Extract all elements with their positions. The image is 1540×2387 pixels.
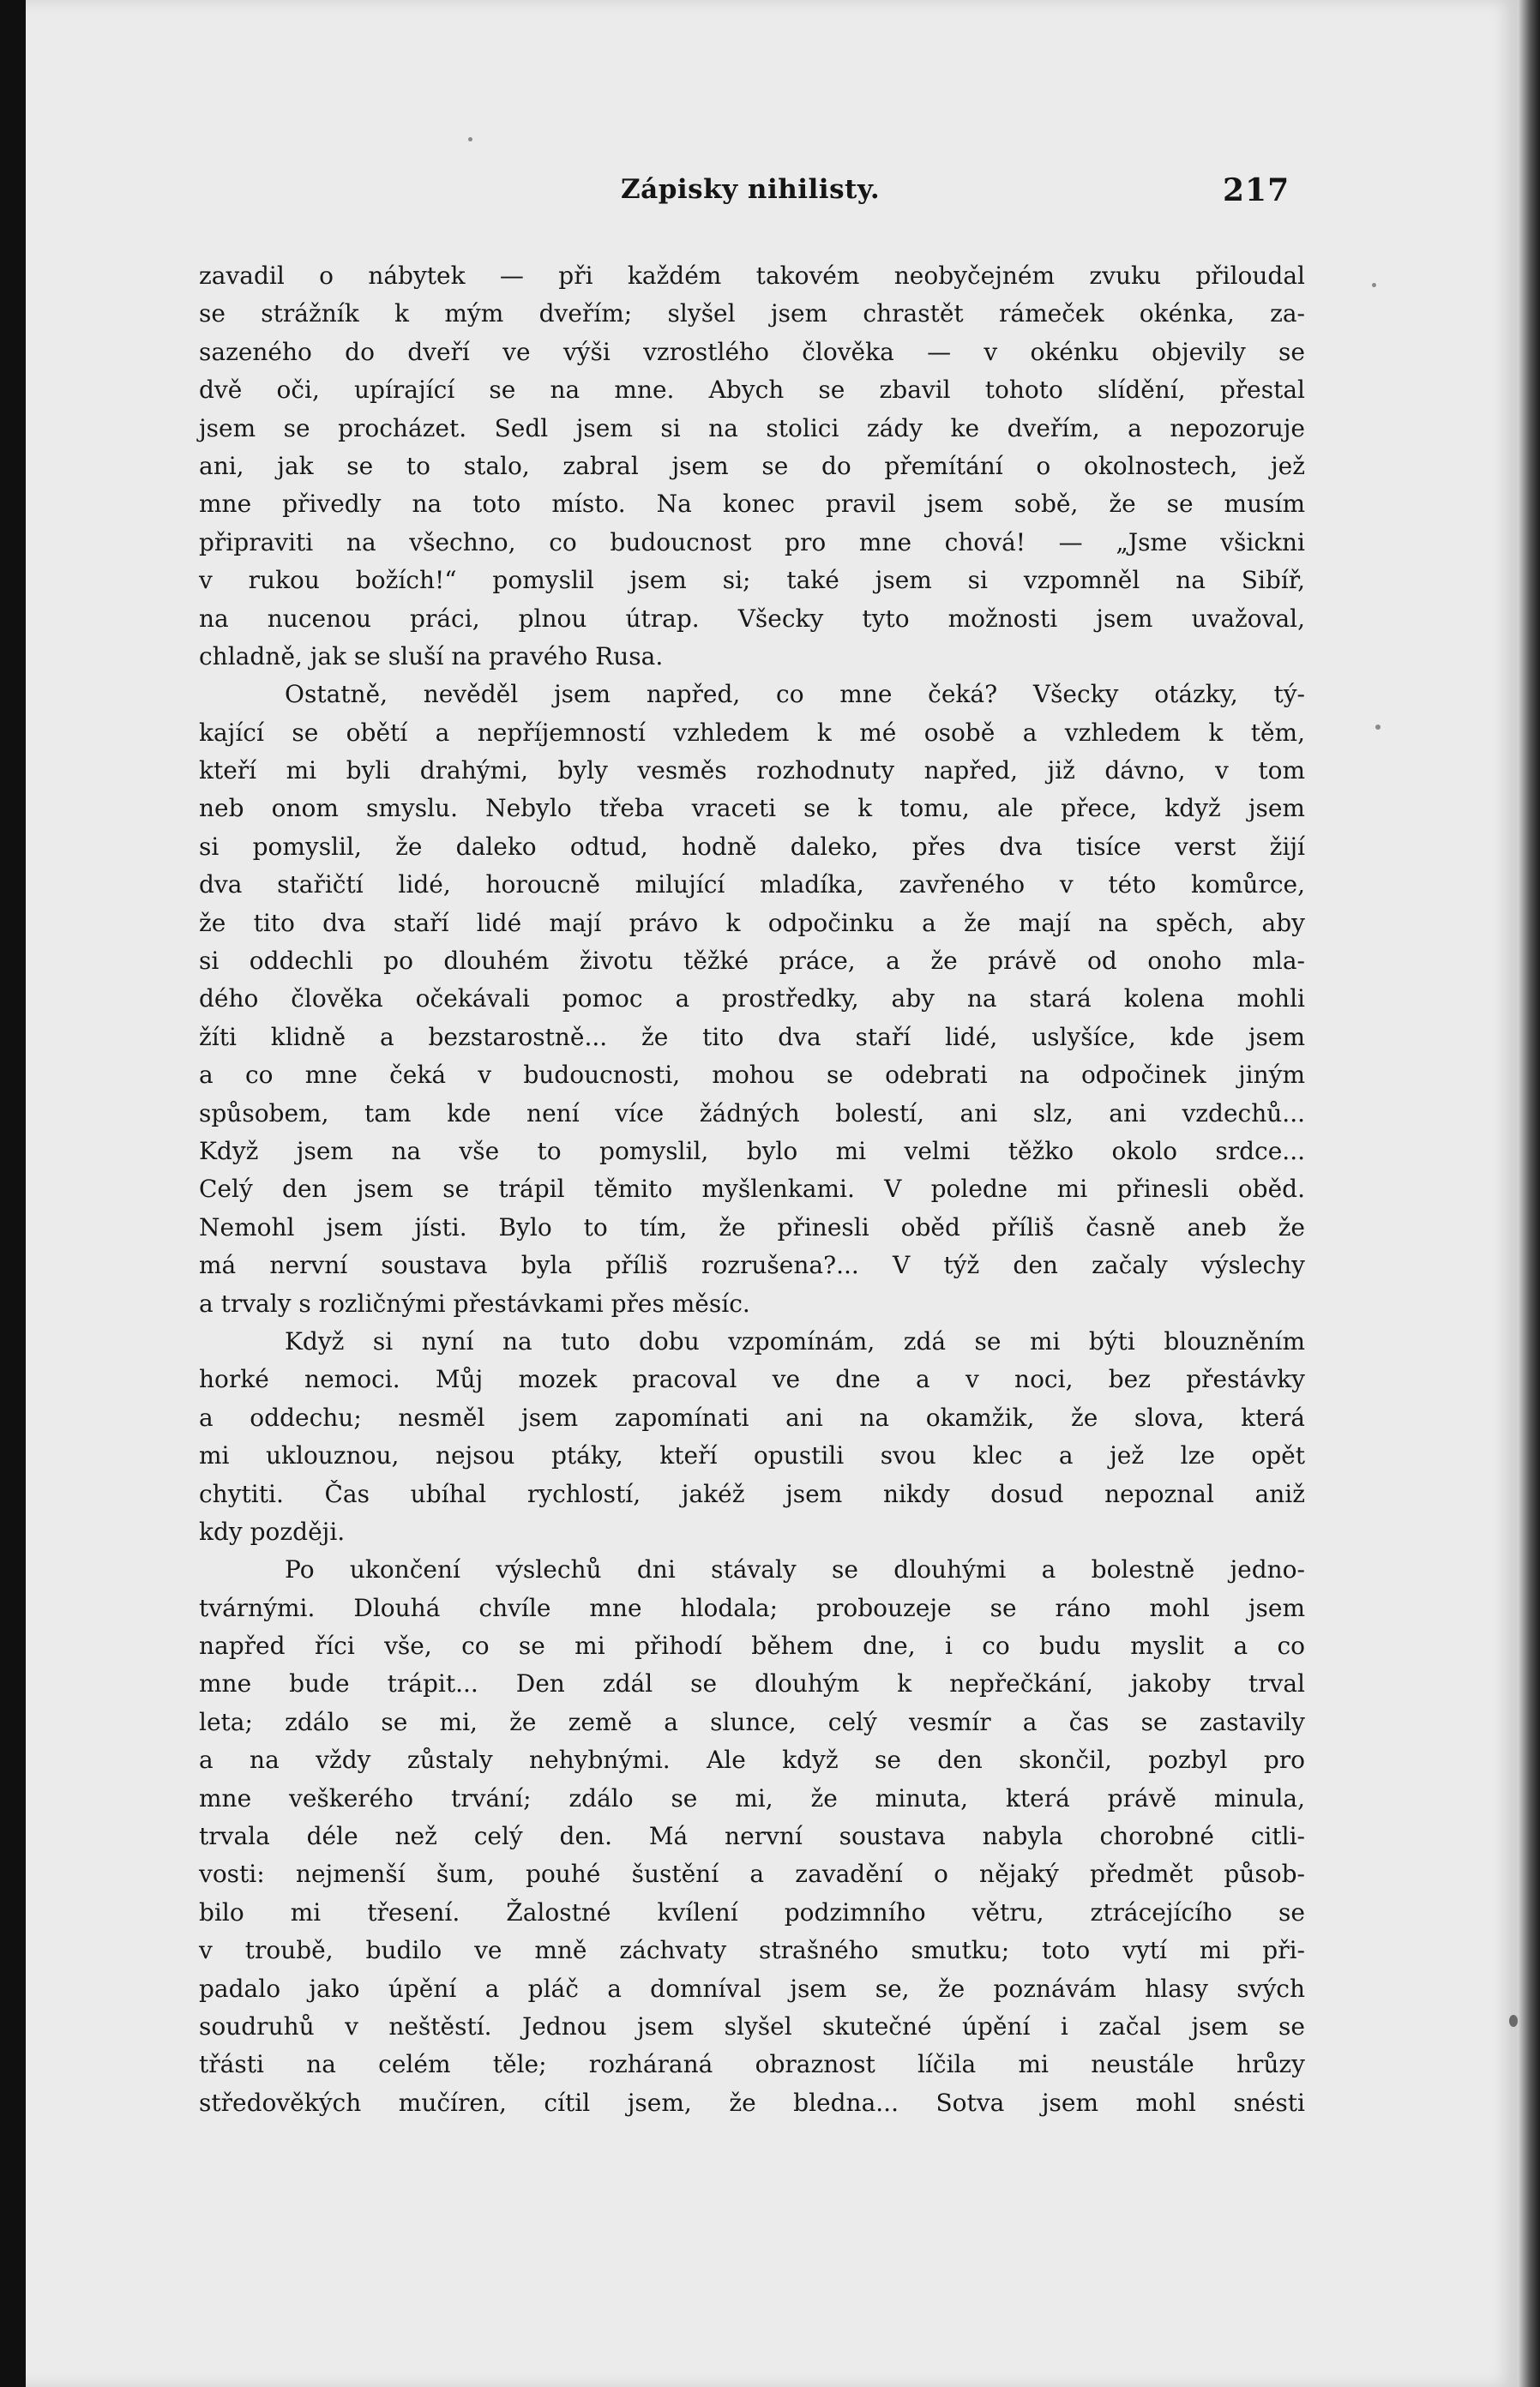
text-line: připraviti na všechno, co budoucnost pro mne chová! — „Jsme všickni (199, 527, 1305, 556)
text-line: v troubě, budilo ve mně záchvaty strašného smutku; toto vytí mi při- (199, 1936, 1305, 1965)
text-line: a co mne čeká v budoucnosti, mohou se odebrati na odpočinek jiným (199, 1061, 1305, 1090)
text-line: v rukou božích!“ pomyslil jsem si; také jsem si vzpomněl na Sibíř, (199, 566, 1305, 595)
text-line: a oddechu; nesměl jsem zapomínati ani na okamžik, že slova, která (199, 1403, 1305, 1432)
text-line: mne veškerého trvání; zdálo se mi, že minuta, která právě minula, (199, 1783, 1305, 1813)
text-line: padalo jako úpění a pláč a domníval jsem se, že poznávám hlasy svých (199, 1974, 1305, 2003)
text-line: dvě oči, upírající se na mne. Abych se zbavil tohoto slídění, přestal (199, 376, 1305, 405)
text-line: neb onom smyslu. Nebylo třeba vraceti se k tomu, ale přece, když jsem (199, 794, 1305, 823)
text-line: Ostatně, nevěděl jsem napřed, co mne čeká? Všecky otázky, tý- (285, 680, 1305, 709)
page-edge (1518, 0, 1540, 2387)
text-line: žíti klidně a bezstarostně... že tito dva staří lidé, uslyšíce, kde jsem (199, 1022, 1305, 1051)
text-line: Celý den jsem se trápil těmito myšlenkami. V poledne mi přinesli oběd. (199, 1175, 1305, 1204)
text-line: ani, jak se to stalo, zabral jsem se do přemítání o okolnostech, jež (199, 451, 1305, 480)
paper-speck (1372, 283, 1376, 287)
text-line: kdy později. (199, 1517, 346, 1546)
paper-speck (1375, 725, 1381, 730)
text-line: trvala déle než celý den. Má nervní soustava nabyla chorobné citli- (199, 1822, 1305, 1851)
text-line: tvárnými. Dlouhá chvíle mne hlodala; probouzeje se ráno mohl jsem (199, 1593, 1305, 1622)
text-line: Nemohl jsem jísti. Bylo to tím, že přinesli oběd příliš časně aneb že (199, 1212, 1305, 1242)
text-line: napřed říci vše, co se mi přihodí během dne, i co budu myslit a co (199, 1632, 1305, 1661)
text-line: třásti na celém těle; rozháraná obraznost líčila mi neustále hrůzy (199, 2050, 1305, 2079)
text-line: Když jsem na vše to pomyslil, bylo mi velmi těžko okolo srdce... (199, 1136, 1305, 1165)
text-line: mi uklouznou, nejsou ptáky, kteří opustili svou klec a jež lze opět (199, 1441, 1305, 1470)
text-line: na nucenou práci, plnou útrap. Všecky tyto možnosti jsem uvažoval, (199, 604, 1305, 633)
text-line: soudruhů v neštěstí. Jednou jsem slyšel skutečné úpění i začal jsem se (199, 2011, 1305, 2041)
text-line: kteří mi byli drahými, byly vesměs rozhodnuty napřed, již dávno, v tom (199, 756, 1305, 785)
text-line: mne přivedly na toto místo. Na konec pravil jsem sobě, že se musím (199, 490, 1305, 519)
page-number: 217 (1223, 172, 1290, 208)
text-line: a trvaly s rozličnými přestávkami přes měsíc. (199, 1289, 750, 1318)
book-page (26, 0, 1518, 2387)
body-text (199, 257, 1305, 2122)
text-line: si oddechli po dlouhém životu těžké práce, a že právě od onoho mla- (199, 947, 1305, 976)
paper-speck (468, 137, 472, 141)
text-line: sazeného do dveří ve výši vzrostlého člověka — v okénku objevily se (199, 337, 1305, 366)
text-line: dého člověka očekávali pomoc a prostředky, aby na stará kolena mohli (199, 984, 1305, 1013)
paper-speck (1509, 2015, 1518, 2027)
text-line: mne bude trápit... Den zdál se dlouhým k nepřečkání, jakoby trval (199, 1669, 1305, 1699)
running-title: Zápisky nihilisty. (621, 174, 881, 205)
text-line: leta; zdálo se mi, že země a slunce, celý vesmír a čas se zastavily (199, 1707, 1305, 1736)
text-line: středověkých mučíren, cítil jsem, že bledna... Sotva jsem mohl snésti (199, 2088, 1305, 2117)
text-line: si pomyslil, že daleko odtud, hodně daleko, přes dva tisíce verst žijí (199, 832, 1305, 861)
text-line: má nervní soustava byla příliš rozrušena?... V týž den začaly výslechy (199, 1251, 1305, 1280)
text-line: a na vždy zůstaly nehybnými. Ale když se den skončil, pozbyl pro (199, 1746, 1305, 1775)
text-line: se strážník k mým dveřím; slyšel jsem chrastět rámeček okénka, za- (199, 299, 1305, 328)
text-line: bilo mi třesení. Žalostné kvílení podzimního větru, ztrácejícího se (199, 1897, 1305, 1927)
text-line: zavadil o nábytek — při každém takovém neobyčejném zvuku přiloudal (199, 262, 1305, 290)
text-line: že tito dva staří lidé mají právo k odpočinku a že mají na spěch, aby (199, 908, 1305, 937)
text-line: chytiti. Čas ubíhal rychlostí, jakéž jsem nikdy dosud nepoznal aniž (199, 1479, 1305, 1508)
text-line: jsem se procházet. Sedl jsem si na stolici zády ke dveřím, a nepozoruje (199, 413, 1305, 442)
text-line: horké nemoci. Můj mozek pracoval ve dne a v noci, bez přestávky (199, 1365, 1305, 1394)
text-line: kající se obětí a nepříjemností vzhledem k mé osobě a vzhledem k těm, (199, 718, 1305, 747)
text-line: spůsobem, tam kde není více žádných bolestí, ani slz, ani vzdechů... (199, 1098, 1305, 1127)
text-line: Když si nyní na tuto dobu vzpomínám, zdá se mi býti blouzněním (285, 1326, 1305, 1356)
page-header (26, 174, 1518, 217)
text-line: chladně, jak se sluší na pravého Rusa. (199, 641, 664, 670)
text-line: dva stařičtí lidé, horoucně milující mladíka, zavřeného v této komůrce, (199, 870, 1305, 899)
text-line: Po ukončení výslechů dni stávaly se dlouhými a bolestně jedno- (285, 1555, 1305, 1584)
text-line: vosti: nejmenší šum, pouhé šustění a zavadění o nějaký předmět působ- (199, 1860, 1305, 1889)
